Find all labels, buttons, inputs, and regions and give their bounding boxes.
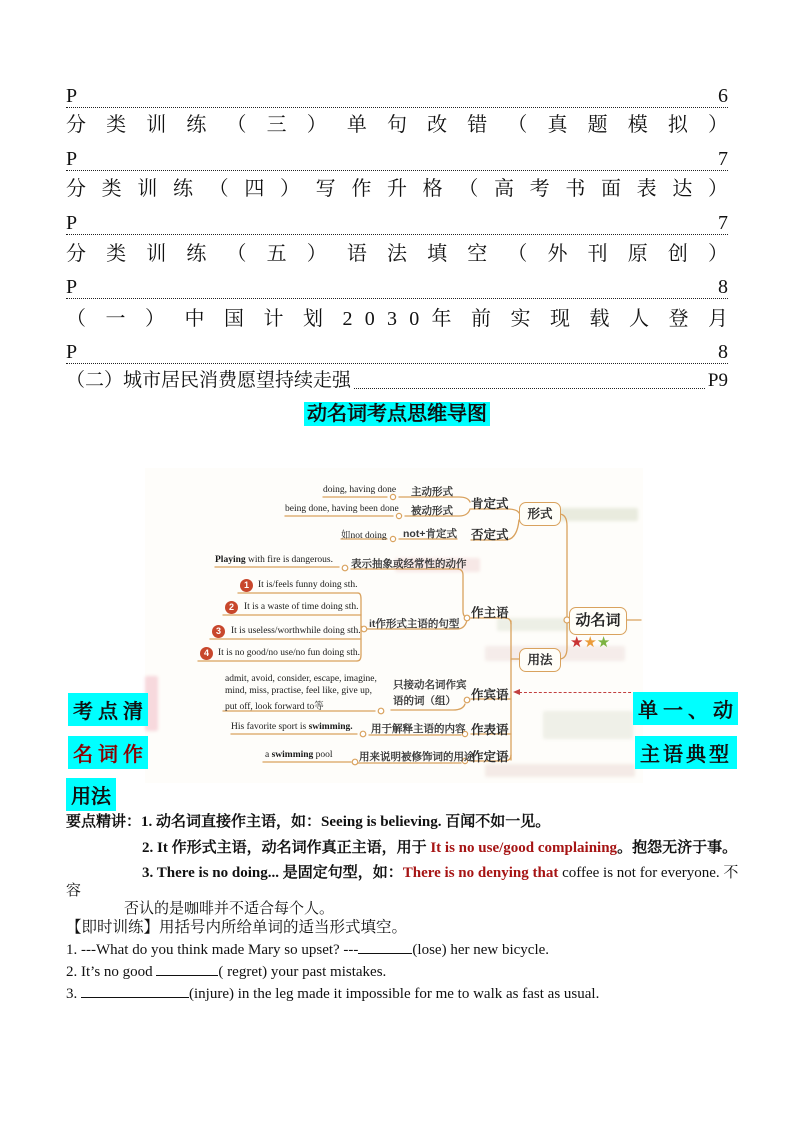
mm-item-badge-1: 1 (240, 579, 253, 592)
mm-predicative-example: His favorite sport is swimming. (231, 722, 353, 732)
wrap-label-mingcizuo: 名 词 作 (68, 736, 148, 769)
mm-predicative-note: 用于解释主语的内容 (371, 723, 466, 735)
toc-p-label: P (66, 85, 78, 107)
mm-object-note-1: 只接动名词作宾 (393, 679, 467, 691)
wrap-label-kaodianqing: 考 点 清 (68, 693, 148, 726)
toc-title-row: （ 一 ） 中 国 计 划 2 0 3 0 年 前 实 现 载 人 登 月 (66, 308, 728, 330)
star-icon: ★ (596, 635, 611, 651)
toc-p-label: P (66, 276, 78, 298)
mm-it-pattern-node: it作形式主语的句型 (369, 618, 460, 630)
toc-title-row: 分 类 训 练 （ 四 ） 写 作 升 格 （ 高 考 书 面 表 达 ） (66, 178, 728, 200)
fill-blank (156, 962, 218, 976)
toc-title-row: 分 类 训 练 （ 三 ） 单 句 改 错 （ 真 题 模 拟 ） (66, 114, 728, 136)
toc-page-number: 8 (718, 276, 728, 298)
dashed-arrow-line (519, 692, 641, 693)
toc-p-label: P (66, 212, 78, 234)
notes-line-3: 3. There is no doing... 是固定句型，如：There is no denying that coffee is not for everyone. 不 (142, 865, 739, 881)
mm-item-text-4: It is no good/no use/no fun doing sth. (218, 648, 360, 658)
mm-negative-node: 否定式 (471, 528, 509, 542)
mm-attributive-note: 用来说明被修饰词的用途 (359, 751, 475, 763)
toc-dot-leader (354, 388, 705, 389)
notes-line-1: 要点精讲：1. 动名词直接作主语，如：Seeing is believing. 百闻不如一见。 (66, 814, 551, 830)
mm-active-label: 主动形式 (411, 486, 453, 498)
mm-object-verbs-2: mind, miss, practise, feel like, give up, (225, 686, 372, 696)
notes-line-5: 否认的是咖啡并不适合每个人。 (124, 901, 335, 917)
toc-page-row (66, 147, 728, 171)
toc-page-number: 8 (718, 341, 728, 363)
section-title: 动名词考点思维导图 (304, 402, 490, 426)
toc-page-row (66, 275, 728, 299)
exercise-q2: 2. It’s no good ( regret) your past mistakes. (66, 964, 387, 980)
mm-positive-node: 肯定式 (471, 497, 509, 511)
gerund-mindmap-figure (145, 468, 643, 783)
mm-item-text-3: It is useless/worthwhile doing sth. (231, 626, 361, 636)
mm-negative-pattern: not+肯定式 (403, 528, 457, 540)
toc-page-number: P9 (707, 370, 728, 391)
rating-stars (570, 634, 610, 652)
mm-attributive-node: 作定语 (471, 750, 509, 764)
toc-title-row: 分 类 训 练 （ 五 ） 语 法 填 空 （ 外 刊 原 创 ） (66, 243, 728, 265)
star-icon: ★ (583, 635, 597, 651)
mm-item-text-2: It is a waste of time doing sth. (244, 602, 359, 612)
fill-blank (81, 984, 189, 998)
notes-line-4: 容 (66, 883, 82, 899)
exercise-q1: 1. ---What do you think made Mary so upset? --- (lose) her new bicycle. (66, 942, 550, 958)
mm-form-node: 形式 (519, 502, 561, 526)
toc-entry-text: （二）城市居民消费愿望持续走强 (66, 370, 352, 391)
toc-page-row (66, 340, 728, 364)
mm-passive-label: 被动形式 (411, 505, 453, 517)
mm-item-badge-2: 2 (225, 601, 238, 614)
wrap-label-danyidong: 单 一 、 动 (633, 692, 738, 725)
red-phrase: It is no use/good complaining (430, 840, 618, 856)
notes-line-2: 2. It 作形式主语，动名词作真正主语，用于 It is no use/good complaining。抱怨无济于事。 (142, 840, 738, 856)
mm-item-text-1: It is/feels funny doing sth. (258, 580, 358, 590)
toc-p-label: P (66, 148, 78, 170)
mm-attributive-example: a swimming pool (265, 750, 333, 760)
mm-subject-node: 作主语 (471, 606, 509, 620)
section-title-row (0, 397, 794, 426)
toc-page-row (66, 211, 728, 235)
toc-page-number: 7 (718, 148, 728, 170)
mm-object-verbs-3: put off, look forward to等 (225, 702, 324, 712)
star-icon: ★ (570, 635, 584, 651)
toc-page-number: 6 (718, 85, 728, 107)
mm-usage-node: 用法 (519, 648, 561, 672)
notes-heading: 要点精讲： (66, 814, 142, 830)
toc-entry-row (66, 368, 728, 392)
mm-item-badge-4: 4 (200, 647, 213, 660)
toc-page-number: 7 (718, 212, 728, 234)
mm-object-verbs-1: admit, avoid, consider, escape, imagine, (225, 674, 377, 684)
mm-negative-example: 如not doing (341, 531, 387, 541)
toc-p-label: P (66, 341, 78, 363)
toc-page-row (66, 84, 728, 108)
exercise-q3: 3. (injure) in the leg made it impossible for me to walk as fast as usual. (66, 986, 600, 1002)
mm-predicative-node: 作表语 (471, 723, 509, 737)
mm-root-node: 动名词 (569, 607, 627, 635)
red-phrase: There is no denying that (402, 865, 559, 881)
mm-object-node: 作宾语 (471, 688, 509, 702)
wrap-label-zhuyudianxing: 主语典型 (635, 736, 737, 769)
mm-object-note-2: 语的词（组） (393, 695, 456, 707)
mm-subject-example: Playing with fire is dangerous. (215, 555, 333, 565)
mm-item-badge-3: 3 (212, 625, 225, 638)
mm-passive-example: being done, having been done (285, 504, 399, 514)
mm-subject-note: 表示抽象或经常性的动作 (351, 558, 467, 570)
wrap-label-yongfa: 用法 (66, 778, 116, 811)
mm-active-example: doing, having done (323, 485, 397, 495)
fill-blank (358, 940, 412, 954)
exercise-heading: 【即时训练】用括号内所给单词的适当形式填空。 (66, 919, 408, 936)
